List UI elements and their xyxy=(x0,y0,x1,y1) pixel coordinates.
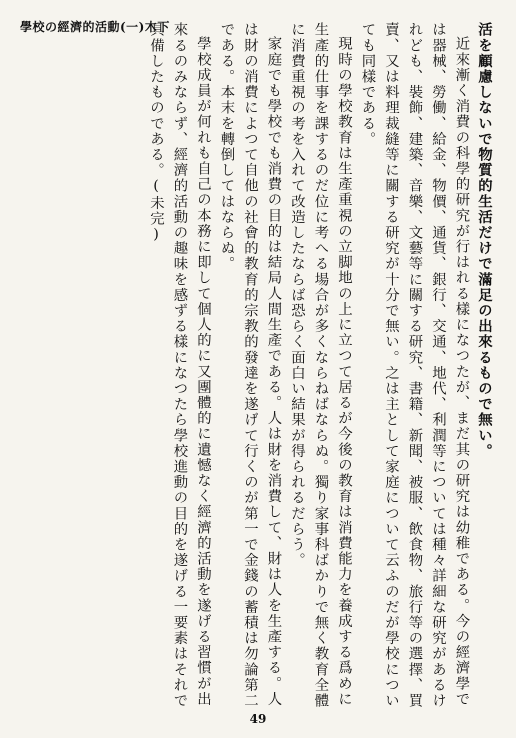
paragraph-4: 家庭でも學校でも消費の目的は結局人間生產である。人は財を消費して、財は人を生產する。人は財の消費によつて自他の社會的教育的宗教的發達を遂げて行くのが第一で金錢の蓄積は勿論第二である。本末を轉倒してはならぬ。 xyxy=(218,22,282,709)
paragraph-1: 活を顧慮しないで物質的生活だけで滿足の出來るもので無い。 xyxy=(476,22,493,459)
page-number: 49 xyxy=(249,712,267,726)
paragraph-3: 現時の學校教育は生產重視の立脚地の上に立つて居るが今後の教育は消費能力を養成する爲めに生產的仕事を課するのだ位に考へる場合が多くならねばならぬ。獨り家事科ばかりで無く教育全體に消費重視の考を入れて改造したならば恐らく面白い結果が得られるだらう。 xyxy=(289,22,352,709)
body-text xyxy=(100,22,496,712)
running-head: 學校の經濟的活動(一)木下 xyxy=(20,20,170,34)
paragraph-5: 學校成員が何れも自己の本務に即して個人的に又團體的に遺憾なく經濟的活動を遂げる習慣が出來るのみならず、經濟的活動の趣味を感ずる樣になつたら學校進動の目的を遂げる一要素はそれで具備したものである。(未完) xyxy=(148,22,211,709)
paragraph-2: 近來漸く消費の科學的研究が行はれる樣になつたが、まだ其の研究は幼稚である。今の經濟學では器械、勞働、給金、物價、通貨、銀行、交通、地代、利潤等については種々詳細な研究があるけれども、裝飾、建築、音樂、文藝等に關する研究、書籍、新聞、被服、飲食物、旅行等の選擇、買賣、又は料理裁縫等に關する研究が十分で無い。之は主として家庭について云ふのだが學校についても同樣である。 xyxy=(359,22,470,709)
